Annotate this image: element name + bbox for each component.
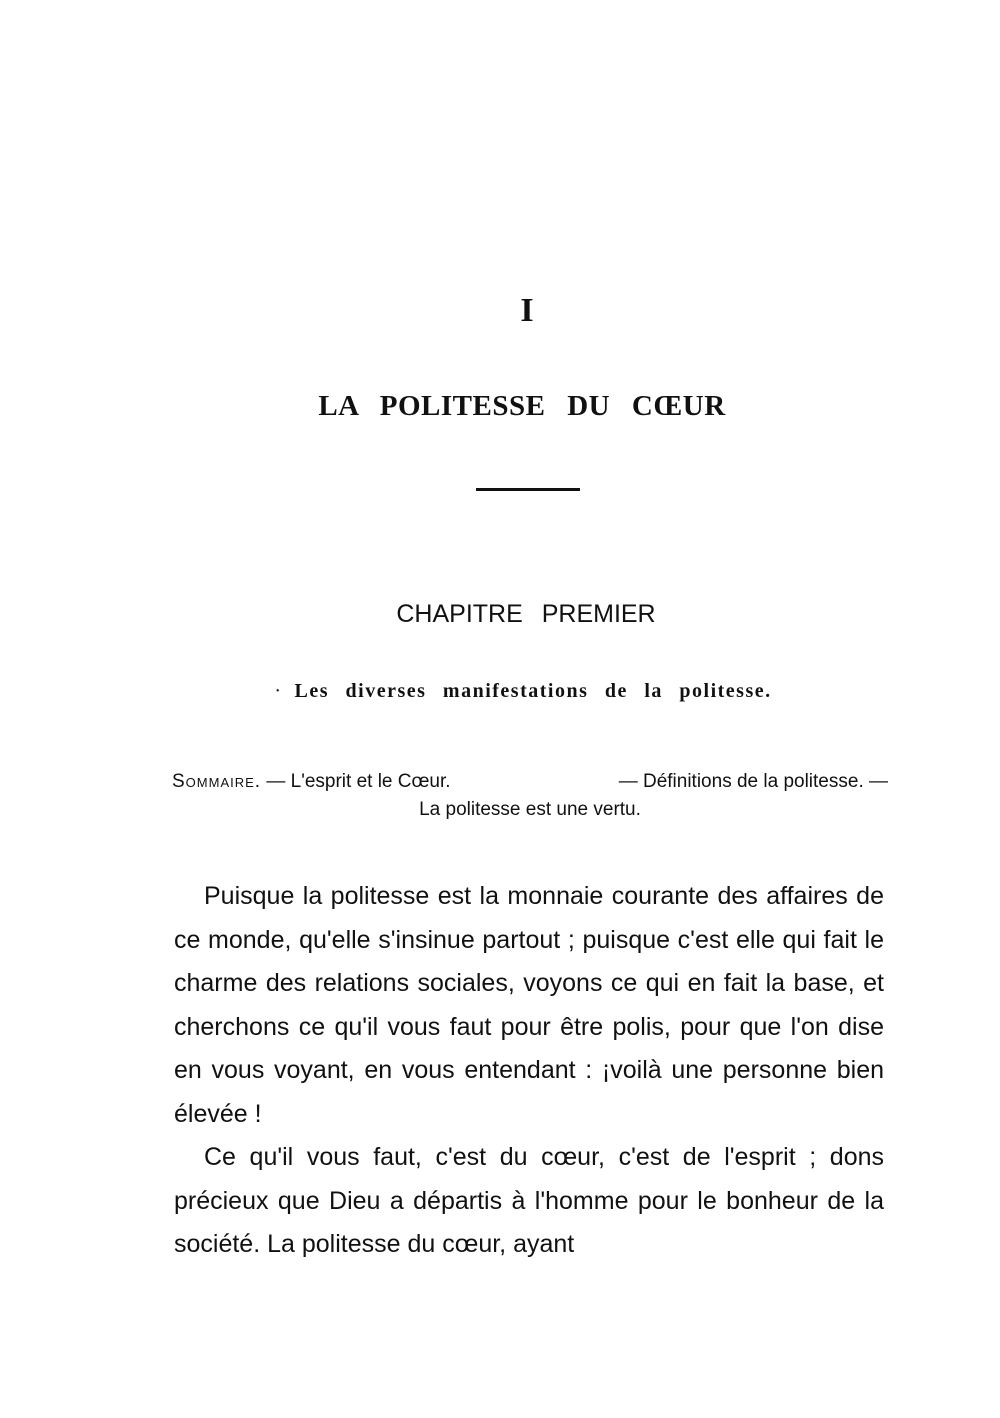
subtitle-mark: · (274, 680, 283, 702)
chapter-subtitle (0, 680, 1000, 703)
title-divider (476, 488, 580, 491)
summary-item: — L'esprit et le Cœur. (266, 771, 451, 792)
summary-item: La politesse est une vertu. (419, 799, 641, 820)
body-text (174, 875, 884, 1267)
paragraph: Ce qu'il vous faut, c'est du cœur, c'est de l'esprit ; dons précieux que Dieu a départis à l'homme pour le bonheur de la société. La politesse du cœur, ayant (174, 1143, 884, 1258)
summary-label: Sommaire. (172, 771, 262, 792)
chapter-subtitle-text: Les diverses manifestations de la politesse. (294, 680, 772, 702)
chapter-summary (172, 768, 888, 824)
paragraph: Puisque la politesse est la monnaie courante des affaires de ce monde, qu'elle s'insinue partout ; puisque c'est elle qui fait le charme des relations sociales, voyons ce qui en fait la base, et cherchons ce qu'il vous faut pour être polis, pour que l'on dise en vous voyant, en vous entendant : ¡voilà une personne bien élevée ! (174, 882, 884, 1128)
chapter-heading: CHAPITRE PREMIER (396, 600, 656, 628)
part-number: I (520, 292, 534, 329)
part-title: LA POLITESSE DU CŒUR (318, 390, 726, 422)
summary-item: — Définitions de la politesse. — (618, 771, 888, 792)
